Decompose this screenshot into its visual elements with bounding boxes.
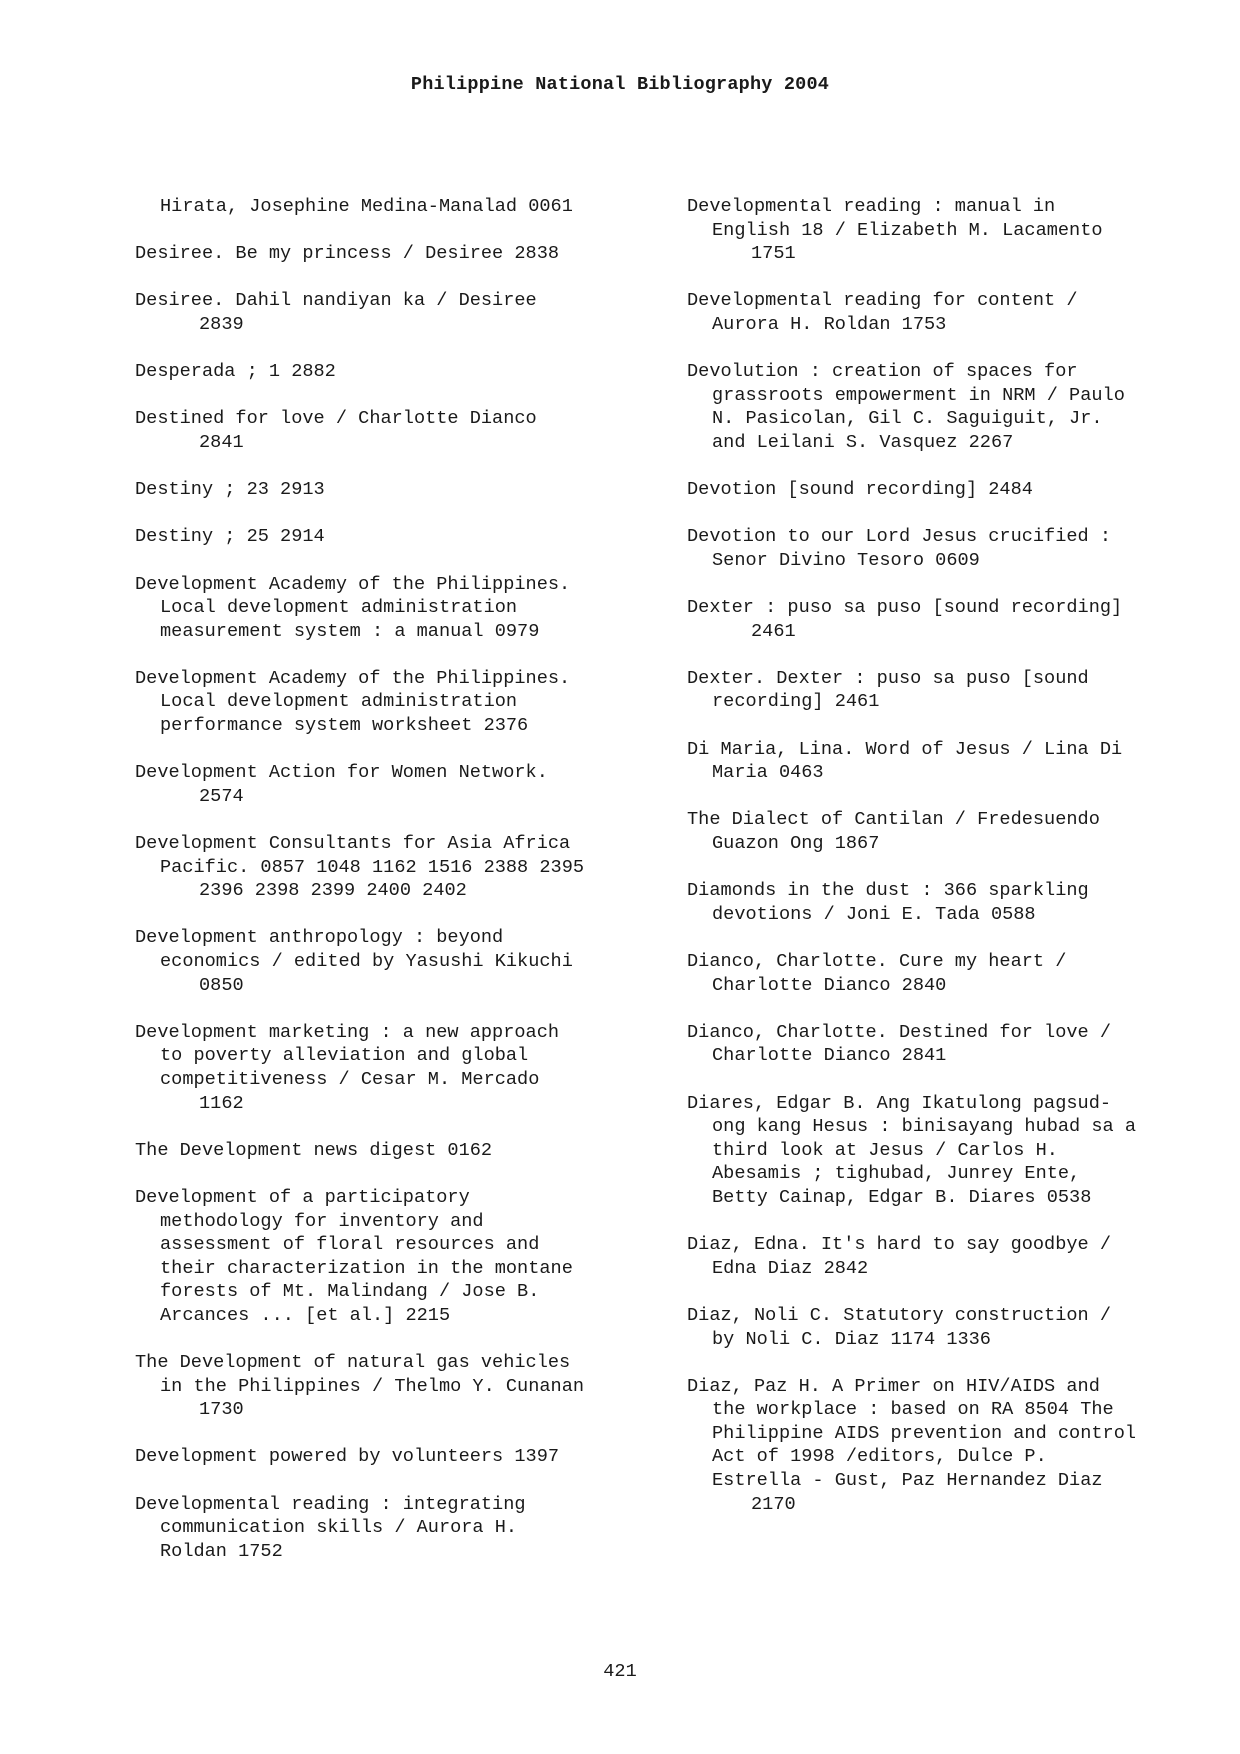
entry-line: 2396 2398 2399 2400 2402 <box>199 880 467 902</box>
entry-line: and Leilani S. Vasquez 2267 <box>712 431 1014 453</box>
entry-line: their characterization in the montane <box>160 1257 573 1279</box>
entry-line: the workplace : based on RA 8504 The <box>712 1399 1114 1421</box>
entry-line: Hirata, Josephine Medina-Manalad 0061 <box>160 196 573 217</box>
entry-line: recording] 2461 <box>712 691 880 713</box>
page-number: 421 <box>603 1661 637 1682</box>
entry-line: Development marketing : a new approach <box>135 1021 560 1043</box>
bibliography-entry <box>687 808 1240 855</box>
bibliography-entry <box>135 478 695 502</box>
entry-line: Destiny ; 25 2914 <box>135 526 325 548</box>
entry-line: grassroots empowerment in NRM / Paulo <box>712 384 1125 406</box>
entry-line: Developmental reading : integrating <box>135 1493 526 1515</box>
bibliography-entry <box>687 525 1240 572</box>
bibliography-entry <box>135 289 695 336</box>
page-title: Philippine National Bibliography 2004 <box>410 74 830 95</box>
entry-line: 2839 <box>199 313 244 335</box>
bibliography-entry <box>687 738 1240 785</box>
bibliography-entry <box>135 667 695 738</box>
entry-line: 2574 <box>199 785 244 807</box>
entry-line: Desiree. Be my princess / Desiree 2838 <box>135 243 560 265</box>
bibliography-entry <box>687 950 1240 997</box>
entry-line: N. Pasicolan, Gil C. Saguiguit, Jr. <box>712 408 1103 430</box>
entry-line: Devotion [sound recording] 2484 <box>687 479 1033 501</box>
bibliography-entry <box>135 525 695 549</box>
entry-line: Development Academy of the Philippines. <box>135 573 571 595</box>
entry-line: Edna Diaz 2842 <box>712 1257 869 1279</box>
entry-line: Philippine AIDS prevention and control <box>712 1422 1137 1444</box>
bibliography-entry <box>687 667 1240 714</box>
bibliography-entry <box>687 195 1240 266</box>
entry-line: communication skills / Aurora H. <box>160 1517 518 1539</box>
entry-line: Senor Divino Tesoro 0609 <box>712 549 980 571</box>
entry-line: Aurora H. Roldan 1753 <box>712 313 947 335</box>
bibliography-entry <box>135 195 695 219</box>
entry-line: by Noli C. Diaz 1174 1336 <box>712 1328 991 1350</box>
entry-line: Arcances ... [et al.] 2215 <box>160 1304 451 1326</box>
entry-line: 0850 <box>199 974 244 996</box>
bibliography-entry <box>135 573 695 644</box>
entry-line: economics / edited by Yasushi Kikuchi <box>160 951 573 972</box>
entry-line: Desiree. Dahil nandiyan ka / Desiree <box>135 290 537 312</box>
entry-line: Developmental reading : manual in <box>687 196 1056 217</box>
bibliography-entry <box>687 596 1240 643</box>
entry-line: third look at Jesus / Carlos H. <box>712 1139 1058 1161</box>
entry-line: Charlotte Dianco 2840 <box>712 974 947 996</box>
entry-line: performance system worksheet 2376 <box>160 715 529 737</box>
left-column <box>135 195 695 1587</box>
entry-line: assessment of floral resources and <box>160 1234 540 1256</box>
entry-line: competitiveness / Cesar M. Mercado <box>160 1068 540 1090</box>
entry-line: 2841 <box>199 431 244 453</box>
bibliography-entry <box>135 832 695 903</box>
entry-line: 1162 <box>199 1092 244 1114</box>
entry-line: Guazon Ong 1867 <box>712 833 880 855</box>
bibliography-entry <box>687 478 1240 502</box>
entry-line: Maria 0463 <box>712 762 824 784</box>
bibliography-entry <box>687 1304 1240 1351</box>
entry-line: Destiny ; 23 2913 <box>135 479 325 501</box>
entry-line: English 18 / Elizabeth M. Lacamento <box>712 219 1103 241</box>
entry-line: 1730 <box>199 1399 244 1421</box>
entry-line: Development of a participatory <box>135 1186 470 1208</box>
entry-line: Betty Cainap, Edgar B. Diares 0538 <box>712 1186 1092 1208</box>
bibliography-entry <box>135 926 695 997</box>
bibliography-entry <box>687 1092 1240 1210</box>
entry-line: Dexter. Dexter : puso sa puso [sound <box>687 667 1089 689</box>
entry-line: Dexter : puso sa puso [sound recording] <box>687 597 1123 619</box>
bibliography-entry <box>135 360 695 384</box>
entry-line: Di Maria, Lina. Word of Jesus / Lina Di <box>687 738 1123 760</box>
bibliography-entry <box>135 242 695 266</box>
bibliography-entry <box>687 360 1240 454</box>
bibliography-entry <box>687 289 1240 336</box>
bibliography-entry <box>135 407 695 454</box>
entry-line: devotions / Joni E. Tada 0588 <box>712 903 1036 925</box>
entry-line: Roldan 1752 <box>160 1540 283 1562</box>
entry-line: 2170 <box>751 1493 796 1515</box>
entry-line: Diamonds in the dust : 366 sparkling <box>687 880 1089 902</box>
right-column <box>687 195 1240 1540</box>
entry-line: Dianco, Charlotte. Destined for love / <box>687 1021 1112 1043</box>
bibliography-entry <box>135 1351 695 1422</box>
entry-line: Diares, Edgar B. Ang Ikatulong pagsud- <box>687 1092 1112 1114</box>
entry-line: The Dialect of Cantilan / Fredesuendo <box>687 809 1100 831</box>
entry-line: Charlotte Dianco 2841 <box>712 1045 947 1067</box>
entry-line: Development anthropology : beyond <box>135 927 504 949</box>
entry-line: 2461 <box>751 620 796 642</box>
entry-line: Diaz, Paz H. A Primer on HIV/AIDS and <box>687 1375 1100 1397</box>
entry-line: Local development administration <box>160 597 518 619</box>
entry-line: measurement system : a manual 0979 <box>160 620 540 642</box>
entry-line: Development Consultants for Asia Africa <box>135 833 571 855</box>
entry-line: Desperada ; 1 2882 <box>135 361 336 383</box>
bibliography-entry <box>135 1021 695 1115</box>
entry-line: Devolution : creation of spaces for <box>687 361 1078 383</box>
entry-line: in the Philippines / Thelmo Y. Cunanan <box>160 1375 585 1397</box>
entry-line: methodology for inventory and <box>160 1210 484 1232</box>
entry-line: Development Action for Women Network. <box>135 762 548 784</box>
bibliography-entry <box>687 879 1240 926</box>
bibliography-entry <box>135 1139 695 1163</box>
entry-line: Diaz, Noli C. Statutory construction / <box>687 1304 1112 1326</box>
bibliography-entry <box>135 761 695 808</box>
bibliography-entry <box>135 1493 695 1564</box>
entry-line: Dianco, Charlotte. Cure my heart / <box>687 951 1067 972</box>
entry-line: Devotion to our Lord Jesus crucified : <box>687 526 1112 548</box>
entry-line: Estrella - Gust, Paz Hernandez Diaz <box>712 1470 1103 1492</box>
bibliography-entry <box>135 1186 695 1328</box>
entry-line: Diaz, Edna. It's hard to say goodbye / <box>687 1234 1112 1256</box>
entry-line: Abesamis ; tighubad, Junrey Ente, <box>712 1163 1081 1185</box>
entry-line: The Development news digest 0162 <box>135 1139 493 1161</box>
bibliography-entry <box>687 1375 1240 1517</box>
bibliography-entry <box>687 1233 1240 1280</box>
entry-line: The Development of natural gas vehicles <box>135 1352 571 1374</box>
entry-line: Destined for love / Charlotte Dianco <box>135 408 537 430</box>
entry-line: Local development administration <box>160 691 518 713</box>
entry-line: Pacific. 0857 1048 1162 1516 2388 2395 <box>160 856 585 878</box>
entry-line: Development Academy of the Philippines. <box>135 667 571 689</box>
entry-line: Development powered by volunteers 1397 <box>135 1446 560 1468</box>
entry-line: to poverty alleviation and global <box>160 1045 529 1067</box>
entry-line: ong kang Hesus : binisayang hubad sa a <box>712 1116 1137 1138</box>
bibliography-entry <box>687 1021 1240 1068</box>
entry-line: Act of 1998 /editors, Dulce P. <box>712 1446 1047 1468</box>
entry-line: Developmental reading for content / <box>687 290 1078 312</box>
bibliography-entry <box>135 1445 695 1469</box>
entry-line: 1751 <box>751 243 796 265</box>
entry-line: forests of Mt. Malindang / Jose B. <box>160 1281 540 1303</box>
